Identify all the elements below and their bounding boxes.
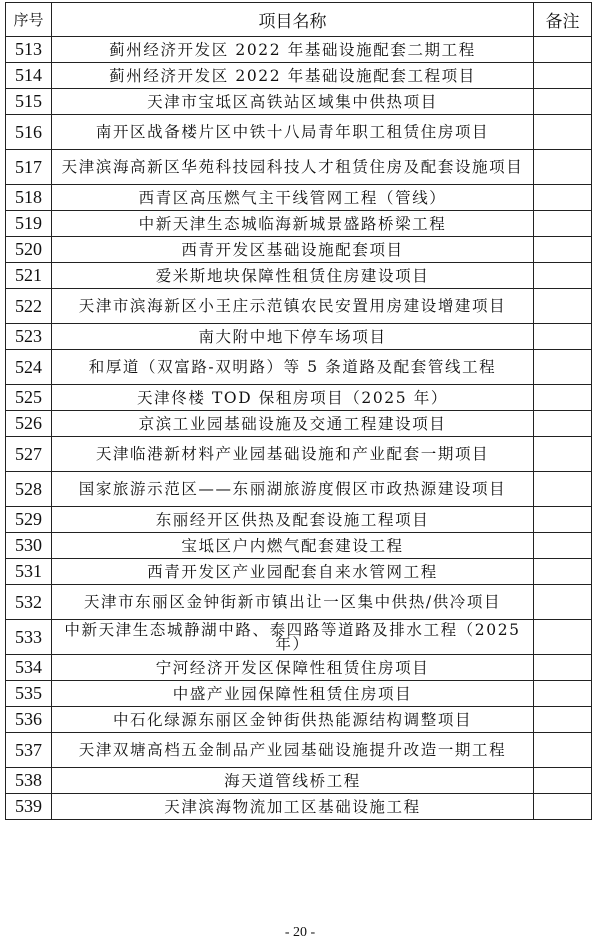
row-serial-number: 515	[6, 89, 52, 115]
table-row	[6, 620, 592, 655]
row-project-name: 京滨工业园基础设施及交通工程建设项目	[52, 411, 534, 437]
row-serial-number: 522	[6, 289, 52, 324]
row-serial-number: 527	[6, 437, 52, 472]
header-project-name: 项目名称	[52, 3, 534, 37]
row-serial-number: 524	[6, 350, 52, 385]
table-row	[6, 472, 592, 507]
row-remarks	[534, 115, 592, 150]
row-serial-number: 529	[6, 507, 52, 533]
row-serial-number: 535	[6, 681, 52, 707]
table-row	[6, 437, 592, 472]
row-remarks	[534, 507, 592, 533]
table-row	[6, 794, 592, 820]
row-project-name: 天津滨海物流加工区基础设施工程	[52, 794, 534, 820]
row-serial-number: 536	[6, 707, 52, 733]
row-remarks	[534, 620, 592, 655]
row-project-name: 中盛产业园保障性租赁住房项目	[52, 681, 534, 707]
row-serial-number: 514	[6, 63, 52, 89]
table-row	[6, 185, 592, 211]
row-project-name: 国家旅游示范区——东丽湖旅游度假区市政热源建设项目	[52, 472, 534, 507]
table-row	[6, 681, 592, 707]
row-project-name: 宁河经济开发区保障性租赁住房项目	[52, 655, 534, 681]
row-serial-number: 520	[6, 237, 52, 263]
row-project-name: 蓟州经济开发区 2022 年基础设施配套工程项目	[52, 63, 534, 89]
row-project-name: 天津市东丽区金钟街新市镇出让一区集中供热/供冷项目	[52, 585, 534, 620]
row-project-name: 东丽经开区供热及配套设施工程项目	[52, 507, 534, 533]
row-project-name: 南大附中地下停车场项目	[52, 324, 534, 350]
row-remarks	[534, 437, 592, 472]
row-serial-number: 530	[6, 533, 52, 559]
row-serial-number: 534	[6, 655, 52, 681]
table-row	[6, 237, 592, 263]
table-header-row	[6, 3, 592, 37]
row-remarks	[534, 733, 592, 768]
table-row	[6, 115, 592, 150]
row-remarks	[534, 707, 592, 733]
table-row	[6, 768, 592, 794]
row-remarks	[534, 472, 592, 507]
table-row	[6, 585, 592, 620]
table-row	[6, 655, 592, 681]
row-project-name: 天津佟楼 TOD 保租房项目（2025 年）	[52, 385, 534, 411]
row-project-name: 天津滨海高新区华苑科技园科技人才租赁住房及配套设施项目	[52, 150, 534, 185]
table-row	[6, 89, 592, 115]
row-project-name: 天津双塘高档五金制品产业园基础设施提升改造一期工程	[52, 733, 534, 768]
row-remarks	[534, 533, 592, 559]
header-serial-number: 序号	[6, 3, 52, 37]
row-serial-number: 537	[6, 733, 52, 768]
row-serial-number: 513	[6, 37, 52, 63]
table-row	[6, 324, 592, 350]
table-row	[6, 289, 592, 324]
row-remarks	[534, 37, 592, 63]
table-row	[6, 211, 592, 237]
row-remarks	[534, 289, 592, 324]
row-remarks	[534, 385, 592, 411]
row-remarks	[534, 89, 592, 115]
row-project-name: 西青开发区产业园配套自来水管网工程	[52, 559, 534, 585]
row-project-name: 西青区高压燃气主干线管网工程（管线）	[52, 185, 534, 211]
table-row	[6, 150, 592, 185]
row-project-name: 中石化绿源东丽区金钟街供热能源结构调整项目	[52, 707, 534, 733]
table-row	[6, 707, 592, 733]
row-serial-number: 517	[6, 150, 52, 185]
table-row	[6, 263, 592, 289]
row-remarks	[534, 585, 592, 620]
row-remarks	[534, 211, 592, 237]
table-row	[6, 533, 592, 559]
row-remarks	[534, 768, 592, 794]
table-row	[6, 559, 592, 585]
table-row	[6, 350, 592, 385]
project-table	[5, 2, 592, 820]
row-remarks	[534, 655, 592, 681]
row-serial-number: 523	[6, 324, 52, 350]
row-project-name: 中新天津生态城静湖中路、泰四路等道路及排水工程（2025 年）	[52, 620, 534, 655]
table-row	[6, 37, 592, 63]
row-serial-number: 539	[6, 794, 52, 820]
table-row	[6, 507, 592, 533]
row-serial-number: 525	[6, 385, 52, 411]
row-project-name: 海天道管线桥工程	[52, 768, 534, 794]
table-row	[6, 385, 592, 411]
row-project-name: 天津市宝坻区高铁站区域集中供热项目	[52, 89, 534, 115]
row-remarks	[534, 324, 592, 350]
row-remarks	[534, 411, 592, 437]
row-remarks	[534, 559, 592, 585]
page-number: - 20 -	[284, 925, 316, 940]
row-remarks	[534, 185, 592, 211]
row-project-name: 爱米斯地块保障性租赁住房建设项目	[52, 263, 534, 289]
row-serial-number: 531	[6, 559, 52, 585]
row-serial-number: 526	[6, 411, 52, 437]
row-remarks	[534, 794, 592, 820]
table-row	[6, 411, 592, 437]
row-project-name: 和厚道（双富路-双明路）等 5 条道路及配套管线工程	[52, 350, 534, 385]
row-serial-number: 521	[6, 263, 52, 289]
row-serial-number: 532	[6, 585, 52, 620]
row-serial-number: 516	[6, 115, 52, 150]
table-row	[6, 63, 592, 89]
row-project-name: 天津市滨海新区小王庄示范镇农民安置用房建设增建项目	[52, 289, 534, 324]
row-project-name: 蓟州经济开发区 2022 年基础设施配套二期工程	[52, 37, 534, 63]
row-project-name: 中新天津生态城临海新城景盛路桥梁工程	[52, 211, 534, 237]
row-serial-number: 538	[6, 768, 52, 794]
row-remarks	[534, 350, 592, 385]
row-serial-number: 519	[6, 211, 52, 237]
row-remarks	[534, 237, 592, 263]
row-remarks	[534, 681, 592, 707]
row-remarks	[534, 63, 592, 89]
row-serial-number: 528	[6, 472, 52, 507]
row-project-name: 天津临港新材料产业园基础设施和产业配套一期项目	[52, 437, 534, 472]
row-project-name: 西青开发区基础设施配套项目	[52, 237, 534, 263]
table-body	[6, 37, 592, 820]
header-remarks: 备注	[534, 3, 592, 37]
row-remarks	[534, 263, 592, 289]
row-project-name: 宝坻区户内燃气配套建设工程	[52, 533, 534, 559]
row-serial-number: 518	[6, 185, 52, 211]
row-project-name: 南开区战备楼片区中铁十八局青年职工租赁住房项目	[52, 115, 534, 150]
row-serial-number: 533	[6, 620, 52, 655]
row-remarks	[534, 150, 592, 185]
table-row	[6, 733, 592, 768]
